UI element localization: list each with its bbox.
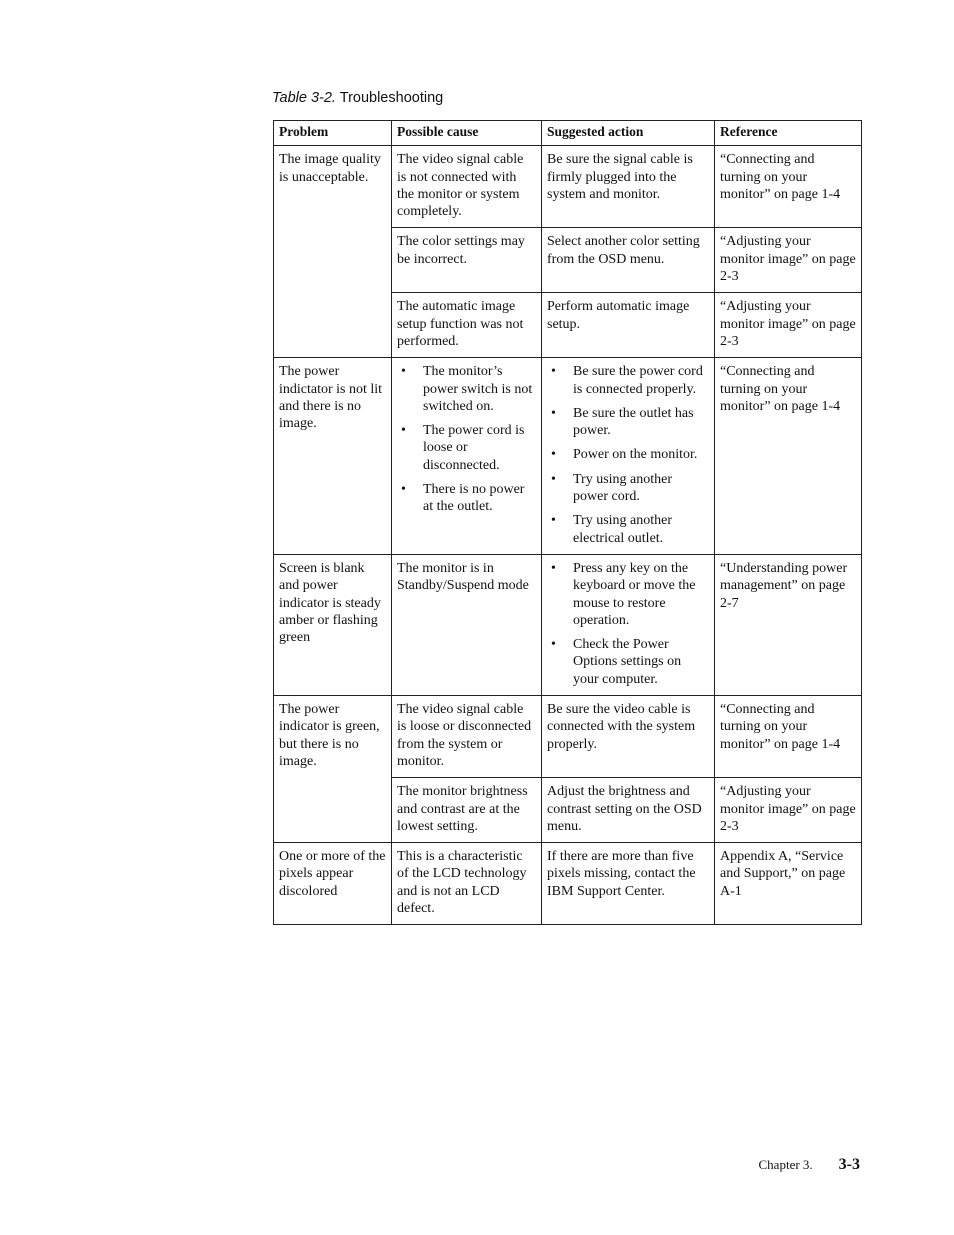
- table-row: [274, 554, 862, 695]
- cause-list: [397, 363, 536, 515]
- problem-cell: The power indictator is not lit and there is no image.: [274, 358, 392, 555]
- page-number: 3-3: [838, 1156, 860, 1173]
- cause-cell: The video signal cable is loose or disconnected from the system or monitor.: [392, 696, 542, 778]
- action-cell: [542, 358, 715, 555]
- action-cell: Be sure the signal cable is firmly plugged into the system and monitor.: [542, 146, 715, 228]
- header-problem: Problem: [274, 121, 392, 146]
- table-row: [274, 358, 862, 555]
- bullet-item: • The power cord is loose or disconnected.: [397, 422, 536, 474]
- bullet-item: • Be sure the power cord is connected properly.: [547, 363, 709, 398]
- cause-cell: The video signal cable is not connected with the monitor or system completely.: [392, 146, 542, 228]
- reference-cell: “Adjusting your monitor image” on page 2-3: [715, 228, 862, 293]
- table-caption: [272, 90, 443, 106]
- problem-cell: One or more of the pixels appear discolored: [274, 843, 392, 925]
- table-header-row: [274, 121, 862, 146]
- problem-cell: Screen is blank and power indicator is steady amber or flashing green: [274, 554, 392, 695]
- bullet-item: • There is no power at the outlet.: [397, 481, 536, 516]
- action-cell: Perform automatic image setup.: [542, 293, 715, 358]
- cause-cell: The monitor is in Standby/Suspend mode: [392, 554, 542, 695]
- troubleshooting-table: [273, 120, 862, 925]
- table-body: [274, 146, 862, 925]
- problem-cell: The image quality is unacceptable.: [274, 146, 392, 358]
- action-list: [547, 363, 709, 547]
- header-reference: Reference: [715, 121, 862, 146]
- bullet-item: • Try using another power cord.: [547, 471, 709, 506]
- reference-cell: “Understanding power management” on page 2-7: [715, 554, 862, 695]
- action-cell: If there are more than five pixels missing, contact the IBM Support Center.: [542, 843, 715, 925]
- bullet-item: • Press any key on the keyboard or move the mouse to restore operation.: [547, 560, 709, 629]
- reference-cell: “Connecting and turning on your monitor” on page 1-4: [715, 696, 862, 778]
- cause-cell: This is a characteristic of the LCD technology and is not an LCD defect.: [392, 843, 542, 925]
- bullet-item: • Check the Power Options settings on your computer.: [547, 636, 709, 688]
- page-footer: [759, 1156, 860, 1174]
- bullet-item: • Try using another electrical outlet.: [547, 512, 709, 547]
- reference-cell: “Connecting and turning on your monitor” on page 1-4: [715, 358, 862, 555]
- table-row: [274, 146, 862, 228]
- reference-cell: “Adjusting your monitor image” on page 2-3: [715, 778, 862, 843]
- cause-cell: [392, 358, 542, 555]
- action-cell: Be sure the video cable is connected with the system properly.: [542, 696, 715, 778]
- bullet-item: • Be sure the outlet has power.: [547, 405, 709, 440]
- action-cell: Select another color setting from the OSD menu.: [542, 228, 715, 293]
- reference-cell: “Connecting and turning on your monitor” on page 1-4: [715, 146, 862, 228]
- cause-cell: The color settings may be incorrect.: [392, 228, 542, 293]
- table-title: Troubleshooting: [339, 90, 444, 106]
- table-row: [274, 843, 862, 925]
- bullet-item: • Power on the monitor.: [547, 446, 709, 463]
- header-possible-cause: Possible cause: [392, 121, 542, 146]
- table-number: Table 3-2.: [272, 90, 336, 106]
- table-row: [274, 696, 862, 778]
- action-cell: Adjust the brightness and contrast setting on the OSD menu.: [542, 778, 715, 843]
- reference-cell: Appendix A, “Service and Support,” on page A-1: [715, 843, 862, 925]
- bullet-item: • The monitor’s power switch is not switched on.: [397, 363, 536, 415]
- cause-cell: The monitor brightness and contrast are at the lowest setting.: [392, 778, 542, 843]
- action-cell: [542, 554, 715, 695]
- problem-cell: The power indicator is green, but there is no image.: [274, 696, 392, 843]
- reference-cell: “Adjusting your monitor image” on page 2-3: [715, 293, 862, 358]
- header-suggested-action: Suggested action: [542, 121, 715, 146]
- cause-cell: The automatic image setup function was not performed.: [392, 293, 542, 358]
- action-list: [547, 560, 709, 688]
- footer-chapter: Chapter 3.: [758, 1157, 813, 1172]
